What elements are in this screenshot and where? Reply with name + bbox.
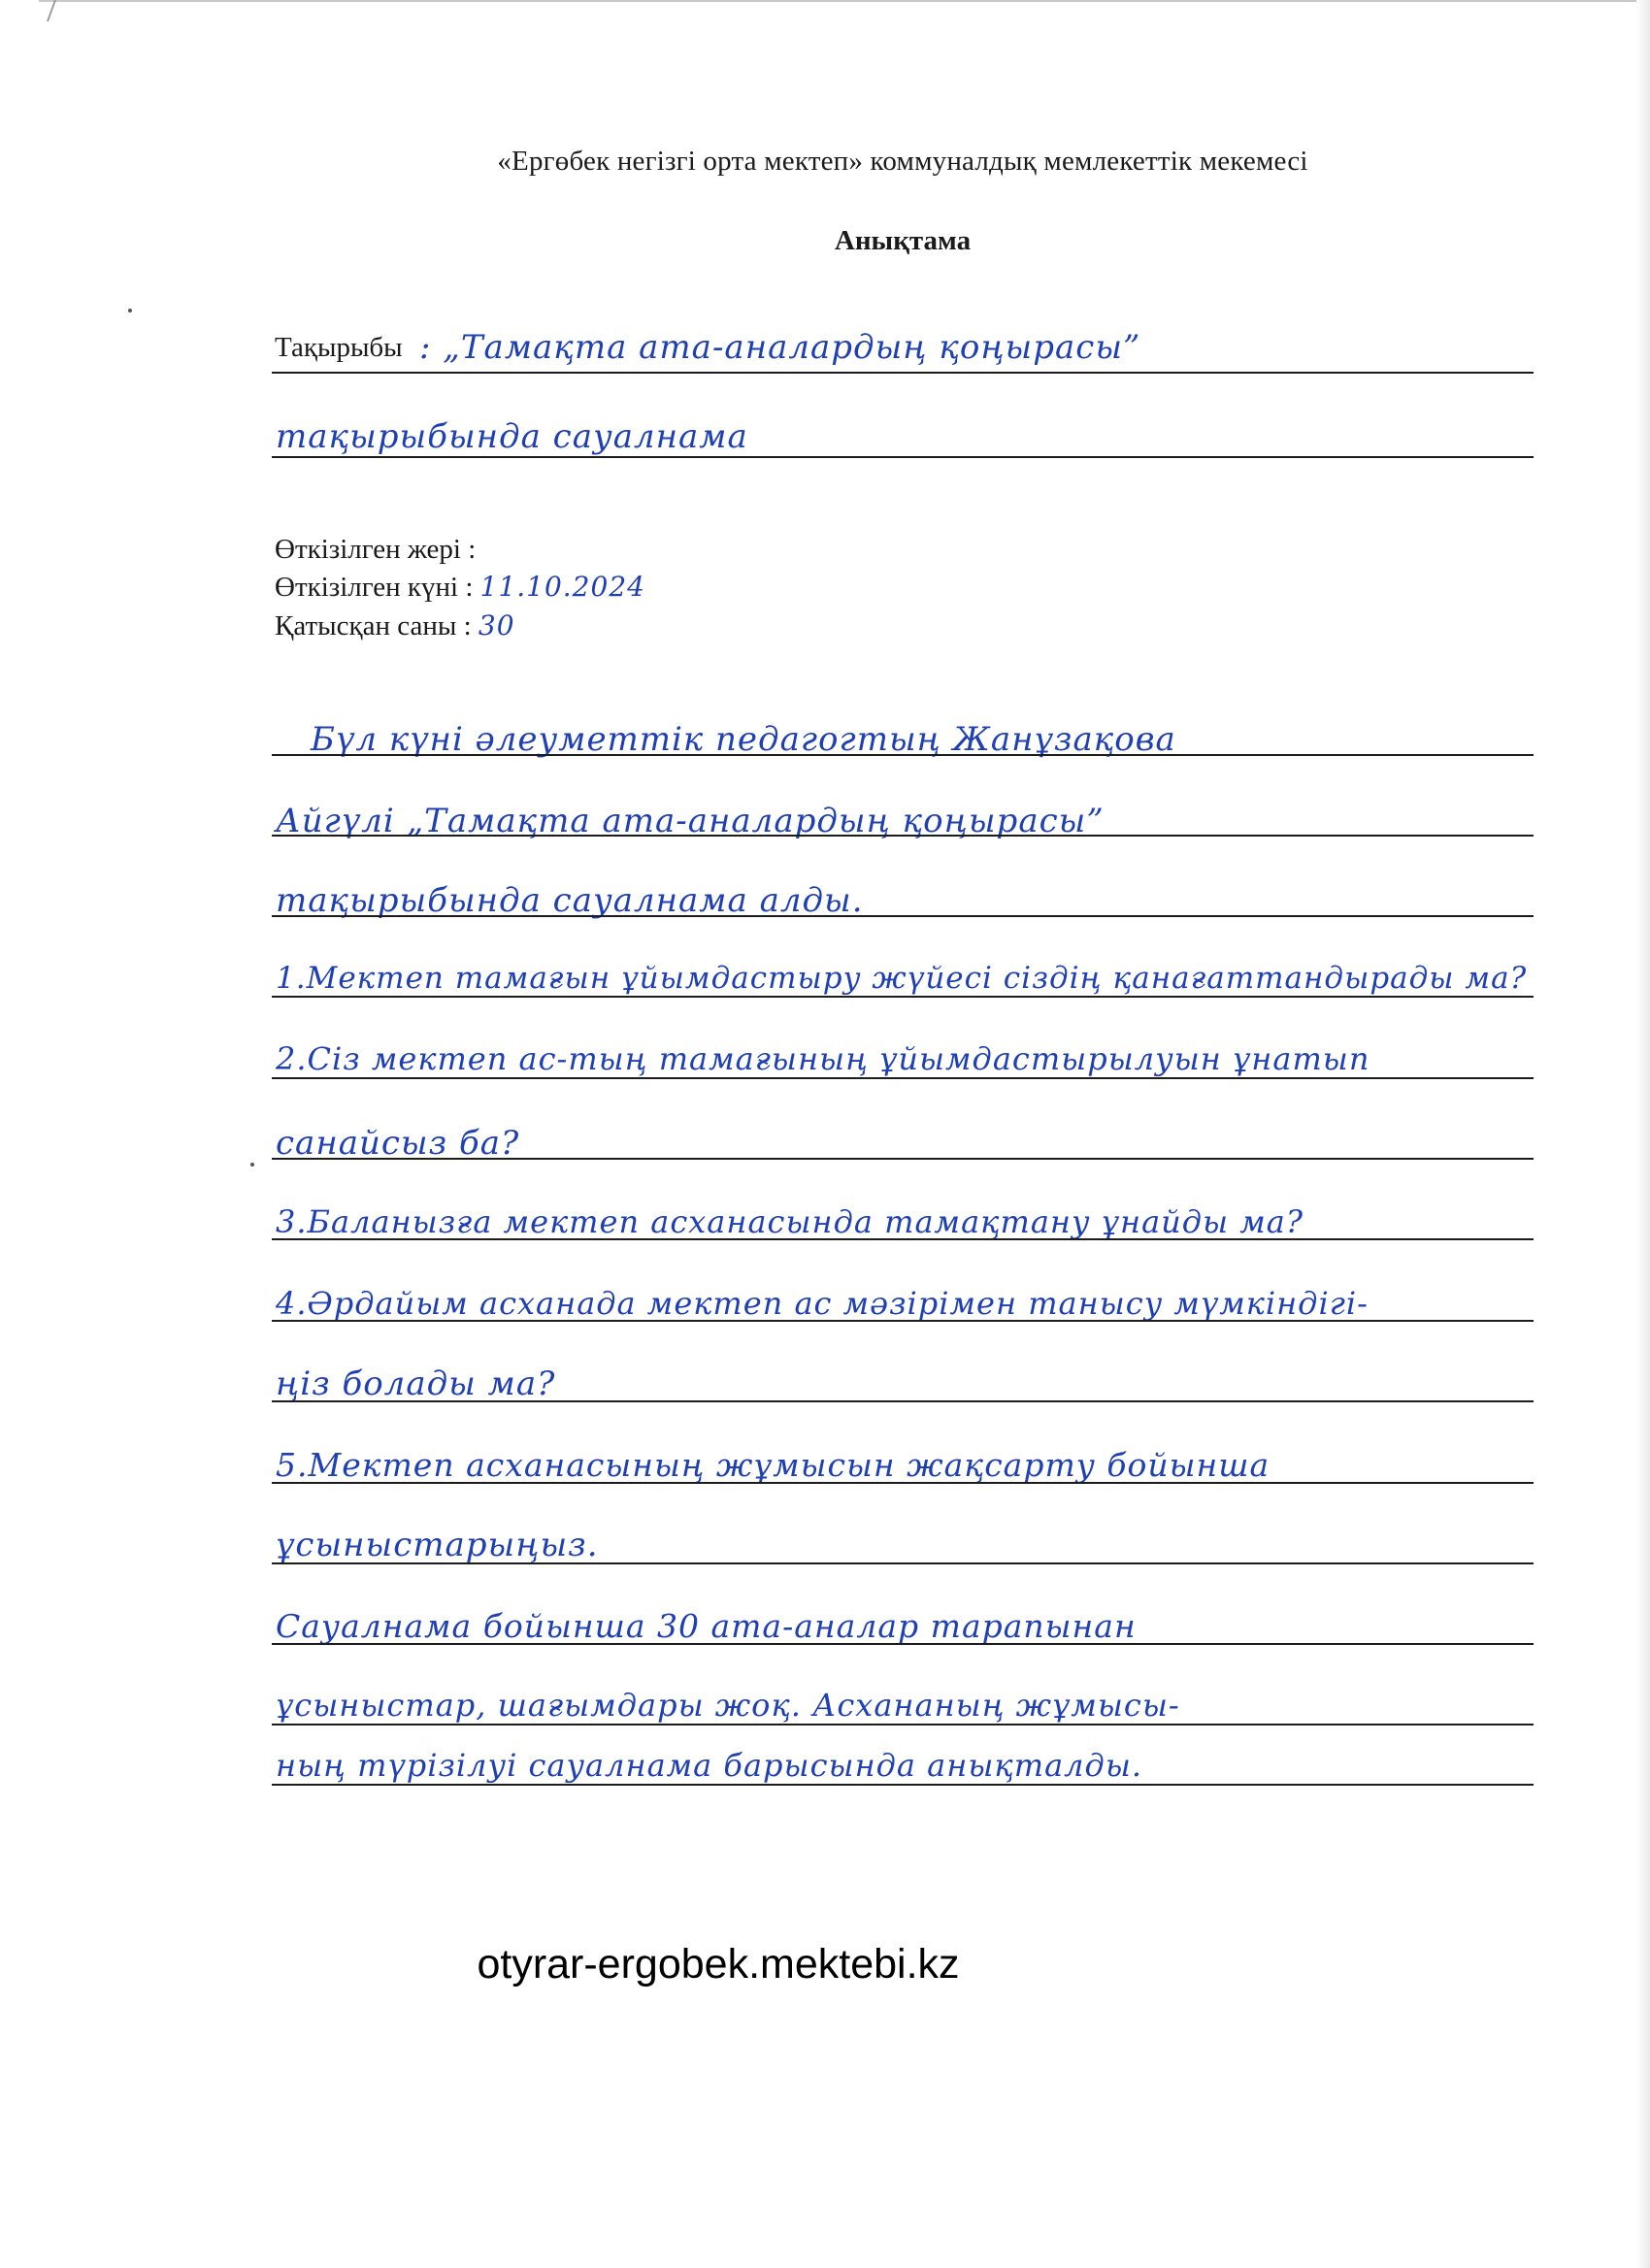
body-rule	[272, 835, 1534, 837]
date-label: Өткізілген күні :	[275, 572, 474, 603]
body-line: санайсыз ба?	[276, 1124, 520, 1163]
body-line: тақырыбында сауалнама алды.	[276, 881, 864, 920]
body-rule	[272, 1562, 1534, 1564]
body-rule	[272, 915, 1534, 917]
body-rule	[272, 754, 1534, 756]
place-label: Өткізілген жері :	[275, 534, 477, 565]
body-line: ұсыныстар, шағымдары жоқ. Асхананың жұмысы-	[276, 1687, 1180, 1724]
count-value: 30	[478, 609, 515, 641]
topic-rule-1	[272, 372, 1534, 374]
body-line: Айгүлі „Тамақта ата-аналардың қоңырасы”	[276, 802, 1105, 840]
body-rule	[272, 1077, 1534, 1079]
website-watermark: otyrar-ergobek.mektebi.kz	[477, 1941, 960, 1988]
body-rule	[272, 1482, 1534, 1484]
body-line: 4.Әрдайым асханада мектеп ас мәзірімен танысу мүмкіндігі-	[276, 1285, 1369, 1322]
body-line: Бүл күні әлеуметтік педагогтың Жанұзақова	[311, 720, 1176, 759]
document-title: Анықтама	[834, 225, 972, 256]
topic-value-line-1: : „Тамақта ата-аналардың қоңырасы”	[419, 328, 1141, 367]
body-rule	[272, 996, 1534, 998]
body-line: ұсыныстарыңыз.	[276, 1526, 599, 1564]
body-rule	[272, 1724, 1534, 1726]
count-label: Қатысқан саны :	[275, 610, 472, 641]
place-row	[275, 534, 476, 566]
scan-edge-right	[1636, 0, 1650, 2268]
topic-rule-2	[272, 456, 1534, 458]
scan-edge-top	[39, 0, 1650, 16]
body-line: 2.Сіз мектеп ас-тың тамағының ұйымдастырылуын ұнатып	[276, 1040, 1370, 1077]
body-rule	[272, 1784, 1534, 1786]
school-name: «Ергөбек негізгі орта мектеп» коммуналдық мемлекеттік мекемесі	[497, 146, 1308, 177]
body-line: ның түрізілуі сауалнама барысында анықталды.	[276, 1747, 1143, 1784]
body-line: 1.Мектеп тамағын ұйымдастыру жүйесі сіздің қанағаттандырады ма?	[276, 961, 1528, 996]
topic-value-line-2: тақырыбында сауалнама	[276, 417, 748, 456]
body-rule	[272, 1643, 1534, 1645]
body-line: Сауалнама бойынша 30 ата-аналар тарапынан	[276, 1607, 1137, 1645]
count-row	[275, 609, 515, 642]
body-rule	[272, 1320, 1534, 1322]
topic-label: Тақырыбы	[275, 332, 403, 363]
body-line: 3.Баланызға мектеп асханасында тамақтану ұнайды ма?	[276, 1203, 1304, 1240]
body-line: 5.Мектеп асханасының жұмысын жақсарту бойынша	[276, 1446, 1270, 1484]
scan-speck	[128, 309, 132, 312]
body-rule	[272, 1158, 1534, 1160]
body-line: ңіз болады ма?	[276, 1364, 556, 1403]
date-row	[275, 571, 645, 604]
body-rule	[272, 1400, 1534, 1402]
body-rule	[272, 1238, 1534, 1240]
scan-speck	[250, 1163, 254, 1167]
date-value: 11.10.2024	[479, 571, 645, 603]
